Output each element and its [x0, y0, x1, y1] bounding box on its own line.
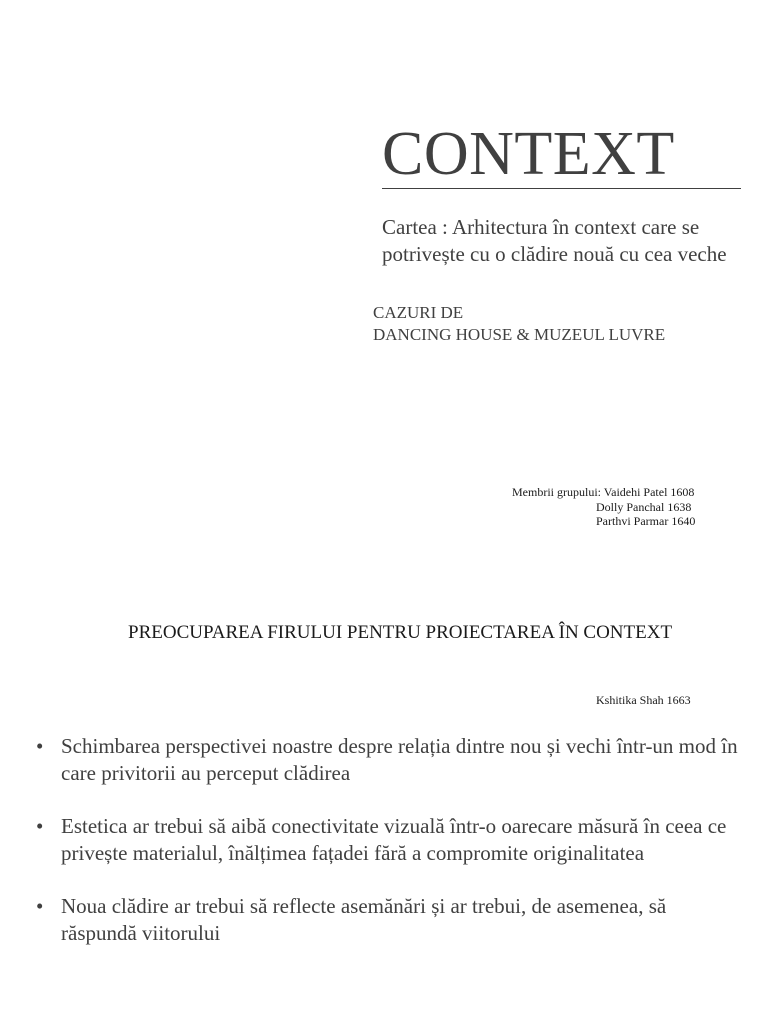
list-item-text: Noua clădire ar trebui să reflecte asemănări și ar trebui, de asemenea, să răspundă viitorului: [61, 894, 667, 945]
list-item: [36, 813, 746, 866]
title-underline: [382, 188, 741, 189]
document-title: CONTEXT: [382, 120, 675, 188]
section-author: Kshitika Shah 1663: [596, 693, 691, 707]
bullet-icon: •: [36, 734, 44, 758]
list-item-text: Estetica ar trebui să aibă conectivitate vizuală într-o oarecare măsură în ceea ce privește materialul, înălțimea fațadei fără a compromite originalitatea: [61, 814, 727, 865]
list-item: [36, 733, 746, 786]
member-label-line: Membrii grupului: Vaidehi Patel 1608: [512, 485, 695, 499]
case-studies: [373, 302, 665, 346]
bullet-list: [36, 733, 746, 973]
group-members: [512, 485, 695, 529]
case-studies-line-1: CAZURI DE: [373, 303, 464, 322]
list-item-text: Schimbarea perspectivei noastre despre relația dintre nou și vechi într-un mod în care privitorii au perceput clădirea: [61, 734, 738, 785]
bullet-icon: •: [36, 814, 44, 838]
bullet-icon: •: [36, 894, 44, 918]
book-subtitle: Cartea : Arhitectura în context care se potrivește cu o clădire nouă cu cea veche: [382, 215, 727, 266]
list-item: [36, 893, 746, 946]
member-line-3: Parthvi Parmar 1640: [596, 514, 696, 528]
section-heading: PREOCUPAREA FIRULUI PENTRU PROIECTAREA ÎN CONTEXT: [128, 622, 673, 643]
member-line-2: Dolly Panchal 1638: [596, 499, 692, 514]
case-studies-line-2: DANCING HOUSE & MUZEUL LUVRE: [373, 325, 666, 344]
